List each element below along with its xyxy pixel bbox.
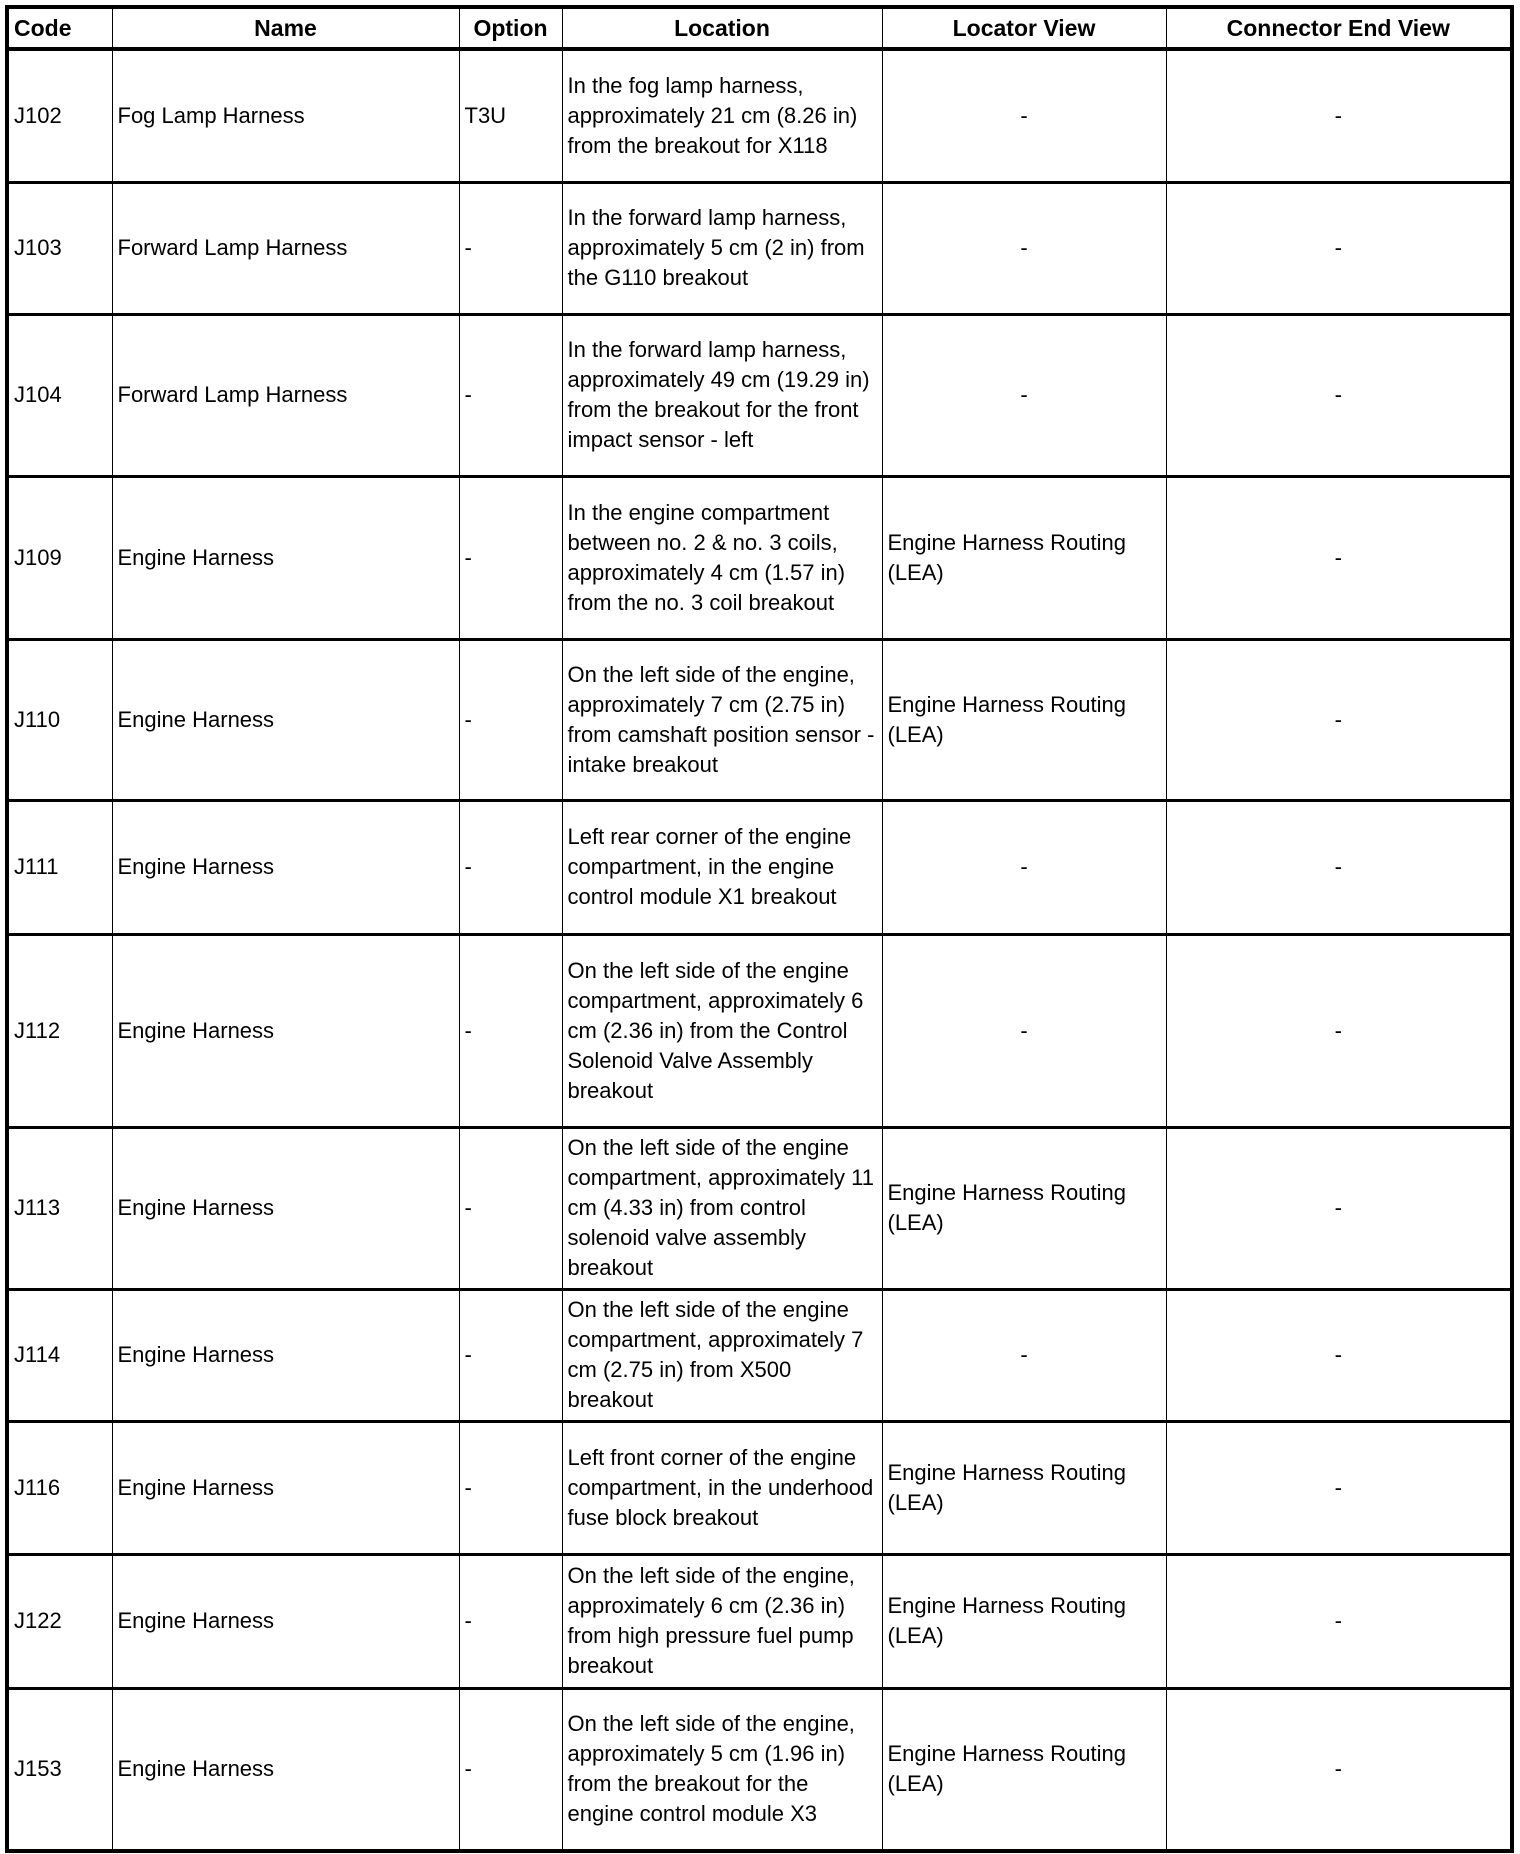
cell-location: In the forward lamp harness, approximately 49 cm (19.29 in) from the breakout for the front impact sensor - left (562, 314, 882, 476)
cell-location: On the left side of the engine, approximately 7 cm (2.75 in) from camshaft position sensor - intake breakout (562, 639, 882, 800)
cell-locator-view: - (882, 1289, 1166, 1421)
cell-option: - (459, 476, 562, 639)
cell-location: In the fog lamp harness, approximately 21 cm (8.26 in) from the breakout for X118 (562, 49, 882, 182)
cell-name: Engine Harness (112, 934, 459, 1127)
cell-locator-view: - (882, 182, 1166, 314)
cell-connector-end-view: - (1166, 1289, 1512, 1421)
cell-connector-end-view: - (1166, 1127, 1512, 1289)
cell-locator-view: Engine Harness Routing (LEA) (882, 639, 1166, 800)
table-row (7, 1127, 1512, 1289)
cell-connector-end-view: - (1166, 1421, 1512, 1554)
cell-name: Engine Harness (112, 1688, 459, 1851)
cell-connector-end-view: - (1166, 639, 1512, 800)
cell-location: On the left side of the engine, approximately 6 cm (2.36 in) from high pressure fuel pump breakout (562, 1554, 882, 1688)
cell-locator-view: - (882, 800, 1166, 934)
cell-connector-end-view: - (1166, 476, 1512, 639)
table-row (7, 1688, 1512, 1851)
cell-location: Left front corner of the engine compartment, in the underhood fuse block breakout (562, 1421, 882, 1554)
cell-connector-end-view: - (1166, 314, 1512, 476)
cell-name: Engine Harness (112, 639, 459, 800)
cell-location: In the forward lamp harness, approximately 5 cm (2 in) from the G110 breakout (562, 182, 882, 314)
cell-option: T3U (459, 49, 562, 182)
table-row (7, 49, 1512, 182)
table-row (7, 934, 1512, 1127)
table-row (7, 314, 1512, 476)
cell-location: Left rear corner of the engine compartment, in the engine control module X1 breakout (562, 800, 882, 934)
cell-connector-end-view: - (1166, 934, 1512, 1127)
column-header-connector-end-view: Connector End View (1166, 7, 1512, 49)
cell-name: Forward Lamp Harness (112, 182, 459, 314)
cell-location: On the left side of the engine compartment, approximately 6 cm (2.36 in) from the Control Solenoid Valve Assembly breakout (562, 934, 882, 1127)
cell-option: - (459, 314, 562, 476)
cell-option: - (459, 182, 562, 314)
cell-option: - (459, 934, 562, 1127)
table-row (7, 476, 1512, 639)
table-row (7, 182, 1512, 314)
cell-name: Engine Harness (112, 1289, 459, 1421)
cell-locator-view: Engine Harness Routing (LEA) (882, 1554, 1166, 1688)
cell-name: Engine Harness (112, 1127, 459, 1289)
column-header-name: Name (112, 7, 459, 49)
cell-code: J116 (7, 1421, 112, 1554)
cell-option: - (459, 1554, 562, 1688)
cell-connector-end-view: - (1166, 800, 1512, 934)
cell-option: - (459, 1421, 562, 1554)
cell-code: J153 (7, 1688, 112, 1851)
table-row (7, 1289, 1512, 1421)
column-header-option: Option (459, 7, 562, 49)
cell-locator-view: Engine Harness Routing (LEA) (882, 1688, 1166, 1851)
cell-location: On the left side of the engine compartment, approximately 7 cm (2.75 in) from X500 breakout (562, 1289, 882, 1421)
table-row (7, 1421, 1512, 1554)
cell-code: J110 (7, 639, 112, 800)
cell-locator-view: - (882, 934, 1166, 1127)
cell-location: On the left side of the engine compartment, approximately 11 cm (4.33 in) from control solenoid valve assembly breakout (562, 1127, 882, 1289)
cell-name: Fog Lamp Harness (112, 49, 459, 182)
column-header-locator-view: Locator View (882, 7, 1166, 49)
cell-connector-end-view: - (1166, 1688, 1512, 1851)
cell-location: In the engine compartment between no. 2 & no. 3 coils, approximately 4 cm (1.57 in) from the no. 3 coil breakout (562, 476, 882, 639)
cell-code: J104 (7, 314, 112, 476)
cell-connector-end-view: - (1166, 49, 1512, 182)
cell-location: On the left side of the engine, approximately 5 cm (1.96 in) from the breakout for the engine control module X3 (562, 1688, 882, 1851)
cell-locator-view: Engine Harness Routing (LEA) (882, 1421, 1166, 1554)
cell-connector-end-view: - (1166, 182, 1512, 314)
cell-locator-view: Engine Harness Routing (LEA) (882, 476, 1166, 639)
cell-code: J113 (7, 1127, 112, 1289)
cell-code: J102 (7, 49, 112, 182)
cell-name: Engine Harness (112, 800, 459, 934)
cell-name: Engine Harness (112, 1421, 459, 1554)
splice-location-table (5, 5, 1514, 1853)
cell-code: J111 (7, 800, 112, 934)
column-header-location: Location (562, 7, 882, 49)
cell-code: J109 (7, 476, 112, 639)
cell-locator-view: - (882, 49, 1166, 182)
cell-option: - (459, 639, 562, 800)
cell-locator-view: Engine Harness Routing (LEA) (882, 1127, 1166, 1289)
table-row (7, 800, 1512, 934)
cell-name: Forward Lamp Harness (112, 314, 459, 476)
table-header-row (7, 7, 1512, 49)
table-row (7, 639, 1512, 800)
cell-locator-view: - (882, 314, 1166, 476)
cell-name: Engine Harness (112, 1554, 459, 1688)
cell-option: - (459, 1127, 562, 1289)
cell-option: - (459, 1289, 562, 1421)
column-header-code: Code (7, 7, 112, 49)
cell-code: J103 (7, 182, 112, 314)
cell-code: J114 (7, 1289, 112, 1421)
cell-option: - (459, 1688, 562, 1851)
table-row (7, 1554, 1512, 1688)
cell-code: J112 (7, 934, 112, 1127)
cell-connector-end-view: - (1166, 1554, 1512, 1688)
cell-option: - (459, 800, 562, 934)
cell-code: J122 (7, 1554, 112, 1688)
cell-name: Engine Harness (112, 476, 459, 639)
